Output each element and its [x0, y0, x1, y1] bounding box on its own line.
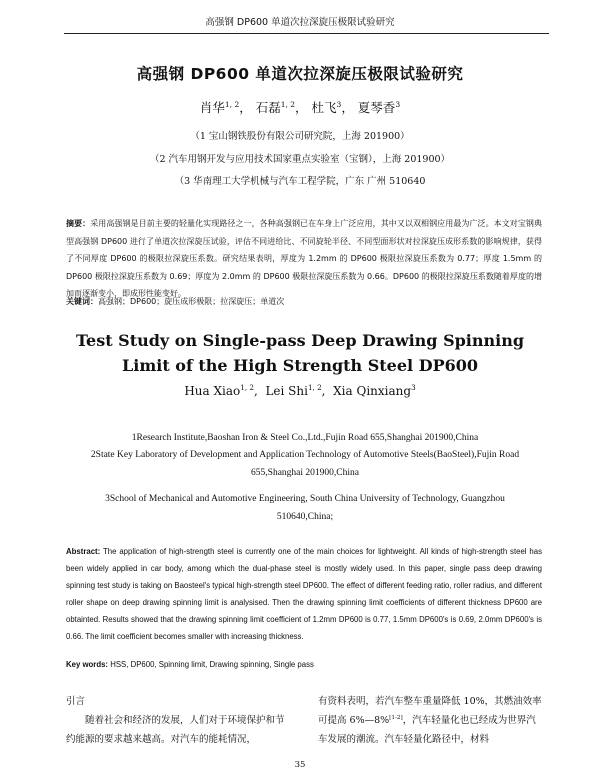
- section-heading: 引言: [66, 696, 86, 707]
- abstract-label: Abstract:: [66, 547, 101, 556]
- chinese-affiliation: （3 华南理工大学机械与汽车工程学院，广东 广州 510640: [174, 176, 426, 187]
- english-authors: Hua Xiao$^{1, 2}$, Lei Shi$^{1, 2}$, Xia Qinxiang$^3$: [184, 383, 416, 398]
- author-affil-mark: 3: [411, 383, 416, 392]
- chinese-affiliation: （1 宝山钢铁股份有限公司研究院，上海 201900）: [190, 131, 410, 142]
- author-name: 肖华: [199, 100, 225, 115]
- header-rule: [64, 33, 549, 34]
- english-abstract: [66, 543, 542, 645]
- keywords-label: 关键词：: [66, 297, 98, 306]
- author-name: Lei Shi: [265, 384, 308, 398]
- chinese-keywords: [66, 296, 542, 307]
- abstract-label: 摘要：: [66, 219, 91, 228]
- keywords-label: Key words:: [66, 660, 109, 669]
- author-name: 夏琴香: [357, 100, 396, 115]
- english-title: Test Study on Single-pass Deep Drawing Spinning Limit of the High Strength Steel DP600: [75, 331, 525, 375]
- chinese-title: 高强钢 DP600 单道次拉深旋压极限试验研究: [136, 65, 464, 83]
- body-paragraph: 随着社会和经济的发展，人们对于环境保护和节约能源的要求越来越高。对汽车的能耗情况，: [66, 715, 285, 745]
- author-affil-mark: 1, 2: [280, 99, 296, 109]
- author-affil-mark: 1, 2: [240, 383, 254, 392]
- body-paragraph: ，汽车轻量化也已经成为世界汽车发展的潮流。汽车轻量化路径中，材料: [318, 715, 536, 745]
- body-column-left: [66, 692, 290, 749]
- author-name: 杜飞: [311, 100, 337, 115]
- author-affil-mark: 1, 2: [224, 99, 240, 109]
- english-keywords: [66, 660, 542, 669]
- author-affil-mark: 3: [395, 99, 401, 109]
- author-name: 石磊: [255, 100, 281, 115]
- abstract-text: 采用高强钢是目前主要的轻量化实现路径之一，各种高强钢已在车身上广泛应用，其中又以双相钢应用最为广泛。本文对宝钢典型高强钢 DP600 进行了单道次拉深旋压试验，评估不同进给比、不同旋轮半径、不同型面形状对拉深旋压成形系数的影响规律，获得了不同厚度 DP600 的极限拉深旋压系数。研究结果表明，厚度为 1.2mm 的 DP600 极限拉深旋压系数为 0.77；厚度 1.5mm 的 DP600 极限拉深旋压系数为 0.69；厚度为 2.0mm 的 DP600 极限拉深旋压系数为 0.66。DP600 的极限拉深旋压系数随着厚度的增加而逐渐变小，即成形性能变好。: [66, 219, 543, 298]
- english-affiliation: 2State Key Laboratory of Development and Application Technology of Automotive Steels(BaoSteel),Fujin Road 655,Shanghai 201900,China: [90, 450, 520, 478]
- chinese-authors: 肖华$^{1, 2}$， 石磊$^{1, 2}$， 杜飞$^3$， 夏琴香$^3$: [199, 99, 401, 115]
- english-affiliation: 3School of Mechanical and Automotive Engineering, South China University of Technology, Guangzhou 510640,China;: [105, 494, 505, 522]
- body-paragraph: 有资料表明，若汽车整车重量降低 10%，其燃油效率可提高 6%—8%: [318, 696, 542, 726]
- author-affil-mark: 3: [336, 99, 342, 109]
- page-number: 35: [294, 760, 306, 770]
- chinese-abstract: [66, 215, 542, 303]
- author-affil-mark: 1, 2: [307, 383, 322, 392]
- keywords-text: 高强钢；DP600；旋压成形极限；拉深旋压；单道次: [98, 297, 285, 306]
- author-name: Hua Xiao: [184, 384, 241, 398]
- abstract-text: The application of high-strength steel is currently one of the main choices for lightweight. All kinds of high-strength steel has been widely applied in car body, among which the dual-phase steel is mostly widely used. In this paper, single pass deep drawing spinning test study is taking on Baosteel's typical high-strength steel DP600. The effect of different feeding ratio, roller radius, and different roller shape on deep drawing spinning limit is analysised. Then the drawing spinning limit coefficients of different thickness DP600 are obtainted. Results showed that the drawing spinning limit coefficient of 1.2mm DP600 is 0.77, 1.5mm DP600's is 0.69, 2.0mm DP600's is 0.66. The limit coefficient becomes smaller with increasing thickness.: [66, 547, 542, 641]
- chinese-affiliation: （2 汽车用钢开发与应用技术国家重点实验室（宝钢），上海 201900）: [149, 154, 451, 165]
- body-column-right: [318, 692, 542, 749]
- citation-mark: [1-2]: [389, 714, 403, 721]
- keywords-text: HSS, DP600, Spinning limit, Drawing spinning, Single pass: [110, 660, 314, 669]
- running-head: 高强钢 DP600 单道次拉深旋压极限试验研究: [205, 17, 395, 28]
- english-affiliation: 1Research Institute,Baoshan Iron & Steel Co.,Ltd.,Fujin Road 655,Shanghai 201900,China: [131, 433, 479, 443]
- author-name: Xia Qinxiang: [333, 384, 412, 398]
